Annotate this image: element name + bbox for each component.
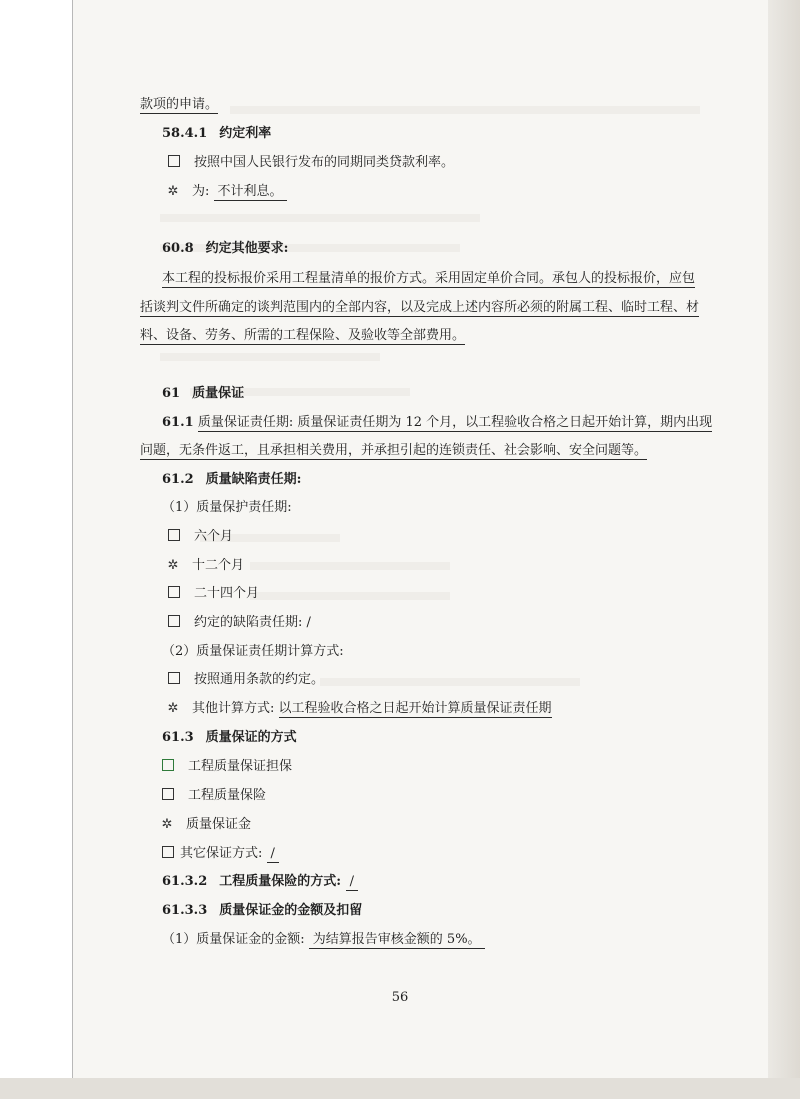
option-twelve-months <box>166 558 244 574</box>
continued-text: 款项的申请。 <box>140 97 219 112</box>
checkbox-empty-icon[interactable] <box>168 529 180 541</box>
option-other-way <box>162 846 279 863</box>
option-insurance <box>162 788 266 804</box>
paragraph-line <box>140 300 699 316</box>
option-six-months <box>168 529 233 545</box>
option-label: 六个月 <box>194 529 234 544</box>
checkbox-empty-icon[interactable] <box>162 788 174 800</box>
paragraph-line <box>162 271 695 287</box>
section-number: 61 <box>162 386 181 401</box>
section-title: 工程质量保险的方式: <box>219 874 342 889</box>
bleed-through-mark <box>250 592 450 600</box>
paragraph-text: 括谈判文件所确定的谈判范围内的全部内容，以及完成上述内容所必须的附属工程、临时工程、材 <box>140 300 700 315</box>
bleed-through-mark <box>250 562 450 570</box>
paragraph-text: 质量保证责任期: 质量保证责任期为 12 个月，以工程验收合格之日起开始计算，期内出现 <box>197 415 713 430</box>
paragraph-text: 问题，无条件返工，且承担相关费用，并承担引起的连锁责任、社会影响、安全问题等。 <box>140 443 648 458</box>
gear-marker-icon[interactable]: ✲ <box>167 558 179 573</box>
section-title: 质量保证的方式 <box>205 730 297 745</box>
section-title: 约定其他要求: <box>205 241 289 256</box>
continued-paragraph <box>140 97 218 113</box>
subsection-label: （2）质量保证责任期计算方式: <box>162 644 344 659</box>
deposit-amount-prefix: （1）质量保证金的金额: <box>162 932 305 947</box>
option-general-terms <box>168 672 324 688</box>
section-number: 61.2 <box>162 472 194 487</box>
section-61-2-heading <box>162 472 301 488</box>
bleed-through-mark <box>160 353 380 361</box>
option-value: 不计利息。 <box>214 184 287 201</box>
checkbox-empty-icon[interactable] <box>168 615 180 627</box>
deposit-amount-value: 为结算报告审核金额的 5%。 <box>309 932 485 949</box>
section-58-4-1-heading <box>162 126 271 142</box>
option-other-calc <box>166 701 552 717</box>
section-value: / <box>346 874 358 891</box>
checkbox-empty-icon[interactable] <box>168 155 180 167</box>
checkbox-empty-icon[interactable] <box>162 846 174 858</box>
section-61-3-2-heading <box>162 874 358 891</box>
section-61-heading <box>162 386 244 402</box>
section-61-3-heading <box>162 730 297 746</box>
paragraph-text: 料、设备、劳务、所需的工程保险、及验收等全部费用。 <box>140 328 466 343</box>
page-number: 56 <box>391 990 409 1005</box>
section-61-1-line <box>162 415 712 431</box>
section-61-1-line <box>140 443 647 459</box>
option-pboc-rate <box>168 155 454 171</box>
option-label: 十二个月 <box>192 558 245 573</box>
section-number: 61.3.3 <box>162 903 208 918</box>
option-no-interest <box>166 184 287 201</box>
option-agreed-period <box>168 615 311 631</box>
page-left-margin <box>0 0 73 1099</box>
section-title: 质量保证金的金额及扣留 <box>219 903 363 918</box>
option-guarantee <box>162 759 292 775</box>
checkbox-empty-icon[interactable] <box>168 672 180 684</box>
option-deposit <box>160 817 251 833</box>
option-label: 工程质量保证担保 <box>188 759 293 774</box>
option-label: 二十四个月 <box>194 586 260 601</box>
option-label: 约定的缺陷责任期: / <box>194 615 311 630</box>
bleed-through-mark <box>320 678 580 686</box>
paragraph-text: 本工程的投标报价采用工程量清单的报价方式。采用固定单价合同。承包人的投标报价，应包 <box>162 271 696 286</box>
option-label: 工程质量保险 <box>188 788 267 803</box>
paragraph-line <box>140 328 465 344</box>
section-number: 61.3.2 <box>162 874 208 889</box>
section-number: 58.4.1 <box>162 126 208 141</box>
option-label: 质量保证金 <box>186 817 252 832</box>
section-title: 质量缺陷责任期: <box>205 472 302 487</box>
option-label: 按照通用条款的约定。 <box>194 672 325 687</box>
checkbox-empty-icon[interactable] <box>168 586 180 598</box>
option-prefix: 其它保证方式: <box>180 846 263 861</box>
option-value: 以工程验收合格之日起开始计算质量保证责任期 <box>278 701 552 716</box>
option-twentyfour-months <box>168 586 259 602</box>
subsection-label: （1）质量保护责任期: <box>162 500 292 515</box>
option-label: 按照中国人民银行发布的同期同类贷款利率。 <box>194 155 455 170</box>
checkbox-empty-icon[interactable] <box>162 759 174 771</box>
bleed-through-mark <box>160 214 480 222</box>
gear-marker-icon[interactable]: ✲ <box>167 184 179 199</box>
section-title: 约定利率 <box>219 126 272 141</box>
option-prefix: 为: <box>192 184 210 199</box>
section-title: 质量保证 <box>192 386 245 401</box>
page-bottom-edge <box>0 1078 800 1099</box>
section-number: 61.3 <box>162 730 194 745</box>
page-right-edge <box>768 0 800 1099</box>
gear-marker-icon[interactable]: ✲ <box>167 701 179 716</box>
section-60-8-heading <box>162 241 288 257</box>
section-number: 60.8 <box>162 241 194 256</box>
gear-marker-icon[interactable]: ✲ <box>161 817 173 832</box>
option-value: / <box>267 846 279 863</box>
section-61-3-3-heading <box>162 903 362 919</box>
section-number: 61.1 <box>162 415 194 430</box>
bleed-through-mark <box>230 106 700 114</box>
deposit-amount-line <box>162 932 485 949</box>
option-prefix: 其他计算方式: <box>192 701 275 716</box>
